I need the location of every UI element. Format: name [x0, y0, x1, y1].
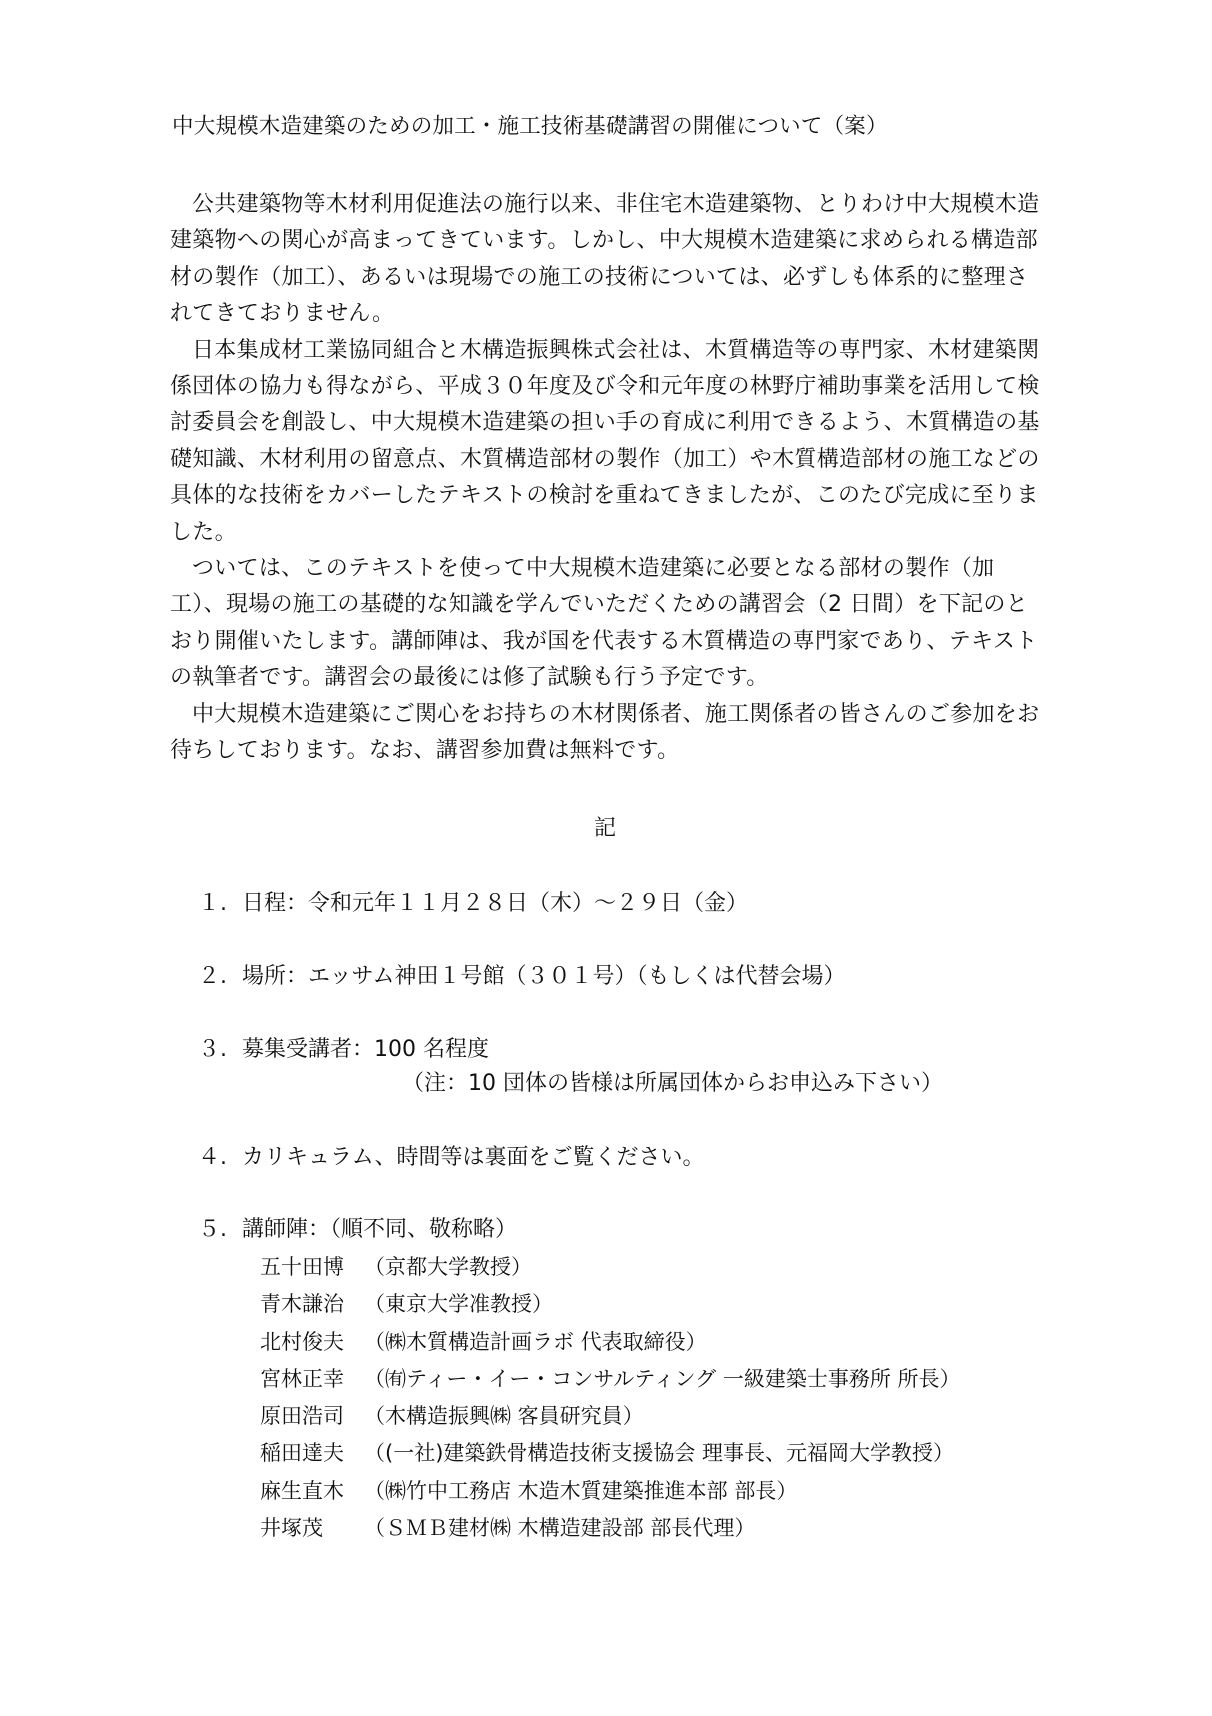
lecturer-affiliation: （㈲ティー・イー・コンサルティング 一級建築士事務所 所長） — [364, 1366, 961, 1391]
lecturer-name: 北村俊夫 — [260, 1329, 344, 1354]
paragraph: ついては、このテキストを使って中大規模木造建築に必要となる部材の製作（加工）、現場の施工の基礎的な知識を学んでいただくための講習会（2 日間）を下記のとおり開催いたします。講師陣は、我が国を代表する木質構造の専門家であり、テキストの執筆者です。講習会の最後には修了試験も行う予定です。 — [170, 556, 1038, 691]
lecturer-name: 稲田達夫 — [260, 1441, 344, 1466]
lecturer-affiliation: （木構造振興㈱ 客員研究員） — [364, 1404, 644, 1429]
document-title: 中大規模木造建築のための加工・施工技術基礎講習の開催について（案） — [172, 114, 888, 139]
lecturer-affiliation: （(一社)建築鉄骨構造技術支援協会 理事長、元福岡大学教授） — [364, 1441, 955, 1466]
item-schedule — [198, 889, 748, 919]
lecturer-affiliation: （ＳＭＢ建材㈱ 木構造建設部 部長代理） — [364, 1516, 756, 1541]
item-text: 講師陣：（順不同、敬称略） — [242, 1217, 518, 1242]
paragraph: 日本集成材工業協同組合と木構造振興株式会社は、木質構造等の専門家、木材建築関係団体の協力も得ながら、平成３０年度及び令和元年度の林野庁補助事業を活用して検討委員会を創設し、中大規模木造建築の担い手の育成に利用できるよう、木質構造の基礎知識、木材利用の留意点、木質構造部材の製作（加工）や木質構造部材の施工などの具体的な技術をカバーしたテキストの検討を重ねてきましたが、このたび完成に至りました。 — [170, 337, 1040, 545]
ki-heading: 記 — [594, 816, 617, 841]
lecturer-affiliation: （㈱木質構造計画ラボ 代表取締役） — [364, 1329, 707, 1354]
lecturer-item — [260, 1435, 961, 1472]
item-text: 場所：エッサム神田１号館（３０１号）（もしくは代替会場） — [242, 964, 846, 989]
lecturer-affiliation: （東京大学准教授） — [364, 1292, 553, 1317]
lecturer-name: 原田浩司 — [260, 1404, 344, 1429]
lecturer-name: 宮林正幸 — [260, 1366, 344, 1391]
lecturer-item — [260, 1473, 961, 1510]
paragraph: 公共建築物等木材利用促進法の施行以来、非住宅木造建築物、とりわけ中大規模木造建築物への関心が高まってきています。しかし、中大規模木造建築に求められる構造部材の製作（加工）、あるいは現場での施工の技術については、必ずしも体系的に整理されてきておりません。 — [170, 192, 1040, 327]
lecturer-item — [260, 1361, 961, 1398]
lecturer-item — [260, 1510, 961, 1547]
item-text: 日程：令和元年１１月２８日（木）～２９日（金） — [242, 891, 749, 916]
lecturer-affiliation: （㈱竹中工務店 木造木質建築推進本部 部長） — [364, 1478, 798, 1503]
item-venue — [198, 962, 845, 992]
item-number: １. — [198, 891, 227, 916]
lecturer-name: 麻生直木 — [260, 1478, 344, 1503]
body-text — [170, 187, 1050, 770]
item-number: ４. — [198, 1145, 227, 1170]
lecturer-name: 五十田博 — [260, 1255, 344, 1279]
participants-note: （注：10 団体の皆様は所属団体からお申込み下さい） — [402, 1071, 943, 1096]
item-text: 募集受講者：100 名程度 — [242, 1037, 489, 1062]
lecturer-item — [260, 1286, 961, 1323]
lecturer-item — [260, 1398, 961, 1435]
lecturer-item — [260, 1249, 961, 1286]
lecturer-name: 井塚茂 — [260, 1516, 323, 1541]
lecturer-list — [260, 1249, 961, 1547]
lecturer-name: 青木謙治 — [260, 1292, 344, 1317]
item-participants — [198, 1035, 489, 1065]
item-number: ２. — [198, 964, 227, 989]
item-number: ５. — [198, 1217, 227, 1242]
item-curriculum — [198, 1143, 704, 1173]
lecturer-affiliation: （京都大学教授） — [364, 1255, 532, 1279]
item-lecturers — [198, 1215, 517, 1245]
item-number: ３. — [198, 1037, 227, 1062]
lecturer-item — [260, 1324, 961, 1361]
item-text: カリキュラム、時間等は裏面をご覧ください。 — [242, 1145, 705, 1170]
paragraph: 中大規模木造建築にご関心をお持ちの木材関係者、施工関係者の皆さんのご参加をお待ちしております。なお、講習参加費は無料です。 — [170, 701, 1040, 764]
